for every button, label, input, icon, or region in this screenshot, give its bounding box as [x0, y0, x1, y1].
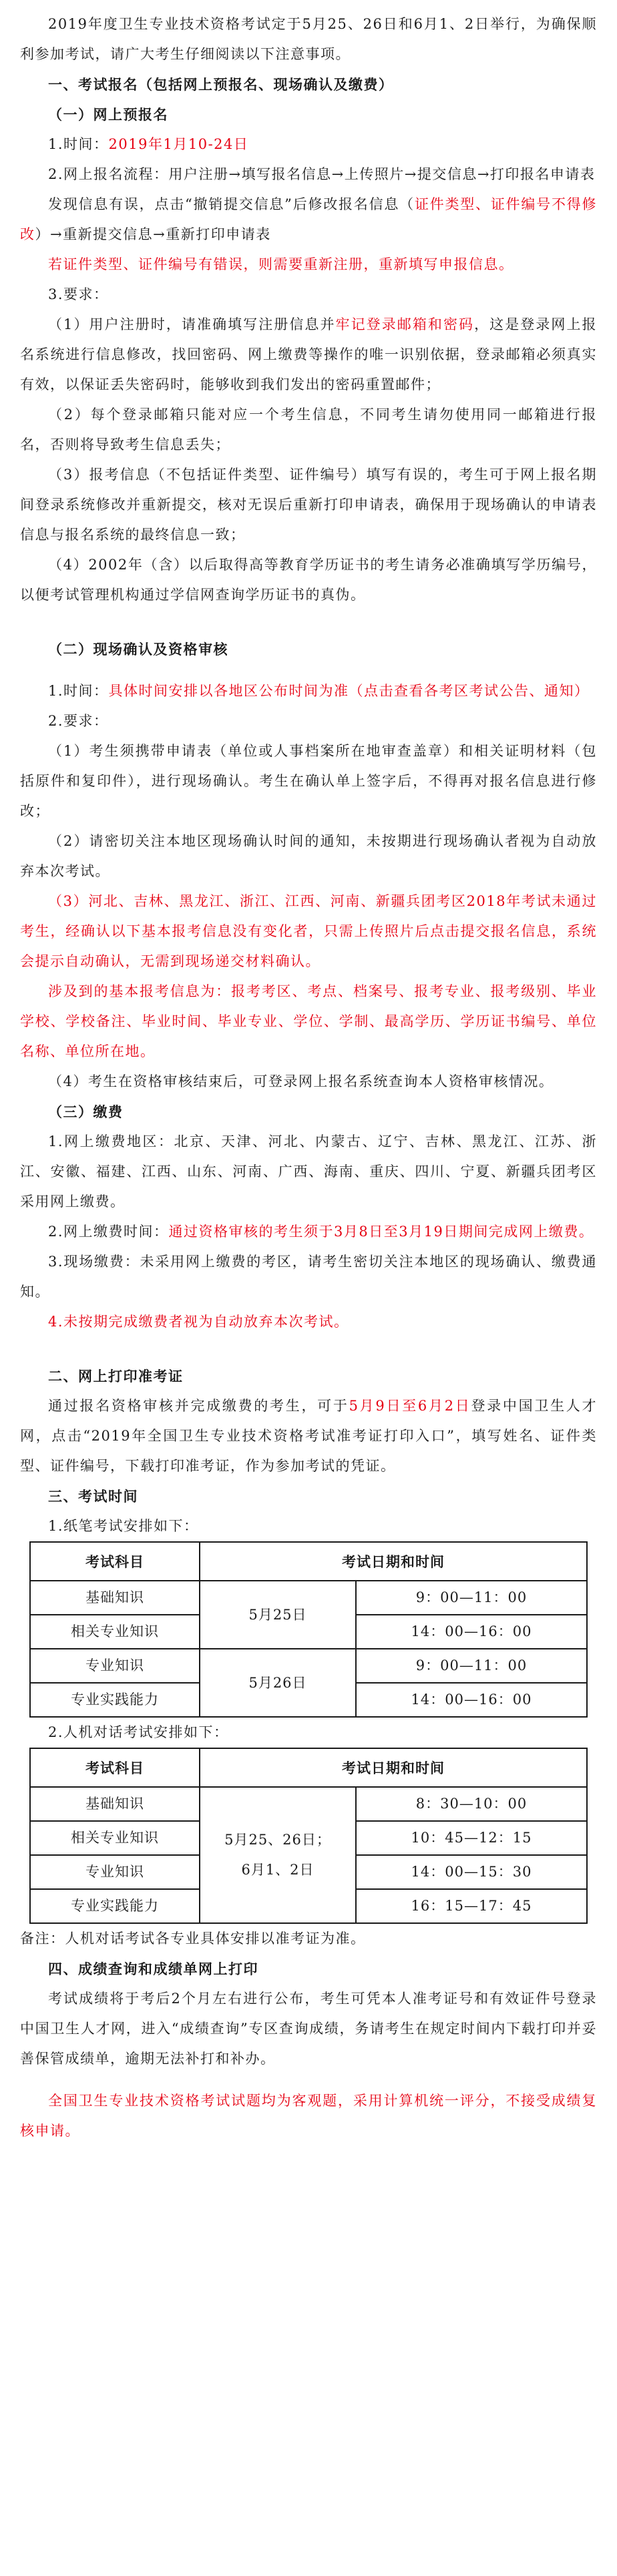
- table-cell-subject: 专业知识: [30, 1649, 200, 1683]
- fix-text-a: 发现信息有误，点击“撤销提交信息”后修改报名信息（: [48, 196, 415, 212]
- online-time-label: 1.时间：: [48, 136, 109, 152]
- subsection-title-fee: （三）缴费: [48, 1103, 124, 1120]
- admission-text-a: 通过报名资格审核并完成缴费的考生，可于: [48, 1398, 349, 1414]
- cbt-date-line2: 6月1、2日: [241, 1862, 315, 1878]
- cbt-date-line1: 5月25、26日；: [224, 1832, 331, 1848]
- table-row: [30, 1581, 587, 1615]
- table-cell-subject: 专业实践能力: [30, 1889, 200, 1923]
- fee-regions: 1.网上缴费地区：北京、天津、河北、内蒙古、辽宁、吉林、黑龙江、江苏、浙江、安徽、福建、江西、山东、河南、广西、海南、重庆、四川、宁夏、新疆兵团考区采用网上缴费。: [20, 1133, 597, 1210]
- cbt-exam-table: [29, 1748, 588, 1924]
- subsection-title-online: （一）网上预报名: [48, 106, 168, 123]
- paper-exam-table: [29, 1541, 588, 1718]
- table-cell-time: 16：15—17：45: [356, 1889, 587, 1923]
- req1-text-b: ，这是登录网上报名系统进行信息修改，找回密码、网上缴费等操作的唯一识别依据，登录邮箱必须真实有效，以保证丢失密码时，能够收到我们发出的密码重置邮件；: [20, 316, 598, 393]
- table-cell-time: 10：45—12：15: [356, 1821, 587, 1855]
- table-header-subject: 考试科目: [30, 1748, 200, 1787]
- table-cell-date: 5月26日: [200, 1649, 356, 1717]
- onsite-req-label: 2.要求：: [48, 713, 109, 729]
- online-req-2: （2）每个登录邮箱只能对应一个考生信息，不同考生请勿使用同一邮箱进行报名，否则将导致考生信息丢失；: [20, 407, 597, 453]
- table-row: [30, 1787, 587, 1821]
- onsite-time-link[interactable]: 具体时间安排以各地区公布时间为准（点击查看各考区考试公告、通知）: [108, 683, 590, 699]
- table-cell-subject: 基础知识: [30, 1581, 200, 1615]
- fee-time-label: 2.网上缴费时间：: [48, 1224, 169, 1240]
- fee-deadline-warning: 4.未按期完成缴费者视为自动放弃本次考试。: [48, 1314, 349, 1330]
- fee-time-value: 通过资格审核的考生须于3月8日至3月19日期间完成网上缴费。: [168, 1224, 594, 1240]
- intro-paragraph: 2019年度卫生专业技术资格考试定于5月25、26日和6月1、2日举行，为确保顺利参加考试，请广大考生仔细阅读以下注意事项。: [20, 16, 597, 62]
- fix-text-b: ）→重新提交信息→重新打印申请表: [35, 226, 271, 242]
- online-req-label: 3.要求：: [48, 286, 109, 302]
- table-header-datetime: 考试日期和时间: [200, 1542, 587, 1581]
- admission-dates: 5月9日至6月2日: [349, 1398, 471, 1414]
- online-time-value: 2019年1月10-24日: [108, 136, 249, 152]
- scores-paragraph: 考试成绩将于考后2个月左右进行公布，考生可凭本人准考证号和有效证件号登录中国卫生人才网，进入“成绩查询”专区查询成绩，务请考生在规定时间内下载打印并妥善保管成绩单，逾期无法补打和补办。: [20, 1991, 597, 2067]
- scores-notice: 全国卫生专业技术资格考试试题均为客观题，采用计算机统一评分，不接受成绩复核申请。: [20, 2093, 597, 2139]
- onsite-req-3: （3）河北、吉林、黑龙江、浙江、江西、河南、新疆兵团考区2018年考试未通过考生，经确认以下基本报考信息没有变化者，只需上传照片后点击提交报名信息，系统会提示自动确认，无需到现场递交材料确认。: [20, 893, 597, 969]
- table-cell-time: 14：00—16：00: [356, 1683, 587, 1717]
- table-cell-subject: 相关专业知识: [30, 1821, 200, 1855]
- admission-text-b: 登录中国卫生人才网，点击“2019年全国卫生专业技术资格考试准考证打印入口”，填写姓名、证件类型、证件编号，下载打印准考证，作为参加考试的凭证。: [20, 1398, 598, 1474]
- section-title-exam-time: 三、考试时间: [48, 1488, 138, 1505]
- table-row: [30, 1649, 587, 1683]
- onsite-req-2: （2）请密切关注本地区现场确认时间的通知，未按期进行现场确认者视为自动放弃本次考试。: [20, 833, 597, 879]
- table-header-subject: 考试科目: [30, 1542, 200, 1581]
- onsite-time-label: 1.时间：: [48, 683, 109, 699]
- onsite-req-1: （1）考生须携带申请表（单位或人事档案所在地审查盖章）和相关证明材料（包括原件和复印件），进行现场确认。考生在确认单上签字后，不得再对报名信息进行修改；: [20, 743, 597, 819]
- table-header-datetime: 考试日期和时间: [200, 1748, 587, 1787]
- onsite-req-4: （4）考生在资格审核结束后，可登录网上报名系统查询本人资格审核情况。: [48, 1073, 554, 1089]
- article-body: [20, 0, 597, 2146]
- section-title-registration: 一、考试报名（包括网上预报名、现场确认及缴费）: [48, 76, 394, 93]
- fee-onsite: 3.现场缴费：未采用网上缴费的考区，请考生密切关注本地区的现场确认、缴费通知。: [20, 1254, 597, 1300]
- table-cell-subject: 相关专业知识: [30, 1615, 200, 1649]
- req1-text-red: 牢记登录邮箱和密码: [335, 316, 475, 332]
- table-cell-date: 5月25日: [200, 1581, 356, 1649]
- table-cell-subject: 基础知识: [30, 1787, 200, 1821]
- paper-exam-caption: 1.纸笔考试安排如下：: [48, 1518, 199, 1534]
- table-cell-time: 9：00—11：00: [356, 1581, 587, 1615]
- table-header-row: [30, 1748, 587, 1787]
- onsite-time-line: [20, 676, 597, 706]
- fee-online-time: [20, 1217, 597, 1247]
- online-fix-line: [20, 190, 597, 250]
- table-cell-time: 8：30—10：00: [356, 1787, 587, 1821]
- online-warning: 若证件类型、证件编号有错误，则需要重新注册，重新填写申报信息。: [48, 256, 514, 272]
- cbt-note: 备注：人机对话考试各专业具体安排以准考证为准。: [20, 1930, 366, 1947]
- online-req-1: [20, 310, 597, 400]
- onsite-req-3-detail: 涉及到的基本报考信息为：报考考区、考点、档案号、报考专业、报考级别、毕业学校、学校备注、毕业时间、毕业专业、学位、学制、最高学历、学历证书编号、单位名称、单位所在地。: [20, 983, 597, 1059]
- table-cell-subject: 专业实践能力: [30, 1683, 200, 1717]
- table-header-row: [30, 1542, 587, 1581]
- online-flow: 2.网上报名流程：用户注册→填写报名信息→上传照片→提交信息→打印报名申请表: [48, 166, 596, 182]
- admission-paragraph: [20, 1391, 597, 1481]
- req1-text-a: （1）用户注册时，请准确填写注册信息并: [48, 316, 336, 332]
- table-cell-time: 9：00—11：00: [356, 1649, 587, 1683]
- subsection-title-onsite: （二）现场确认及资格审核: [48, 641, 228, 658]
- cbt-exam-caption: 2.人机对话考试安排如下：: [48, 1724, 229, 1740]
- online-req-4: （4）2002年（含）以后取得高等教育学历证书的考生请务必准确填写学历编号，以便考试管理机构通过学信网查询学历证书的真伪。: [20, 557, 597, 603]
- table-cell-time: 14：00—15：30: [356, 1855, 587, 1889]
- table-cell-date: [200, 1787, 356, 1923]
- online-time-line: [20, 130, 597, 160]
- online-req-3: （3）报考信息（不包括证件类型、证件编号）填写有误的，考生可于网上报名期间登录系统修改并重新提交，核对无误后重新打印申请表，确保用于现场确认的申请表信息与报名系统的最终信息一致；: [20, 467, 597, 543]
- table-cell-time: 14：00—16：00: [356, 1615, 587, 1649]
- section-title-admission: 二、网上打印准考证: [48, 1368, 184, 1384]
- section-title-scores: 四、成绩查询和成绩单网上打印: [48, 1961, 258, 1977]
- fix-text-red: 证件类型、证件编号不得修改: [20, 196, 597, 242]
- table-cell-subject: 专业知识: [30, 1855, 200, 1889]
